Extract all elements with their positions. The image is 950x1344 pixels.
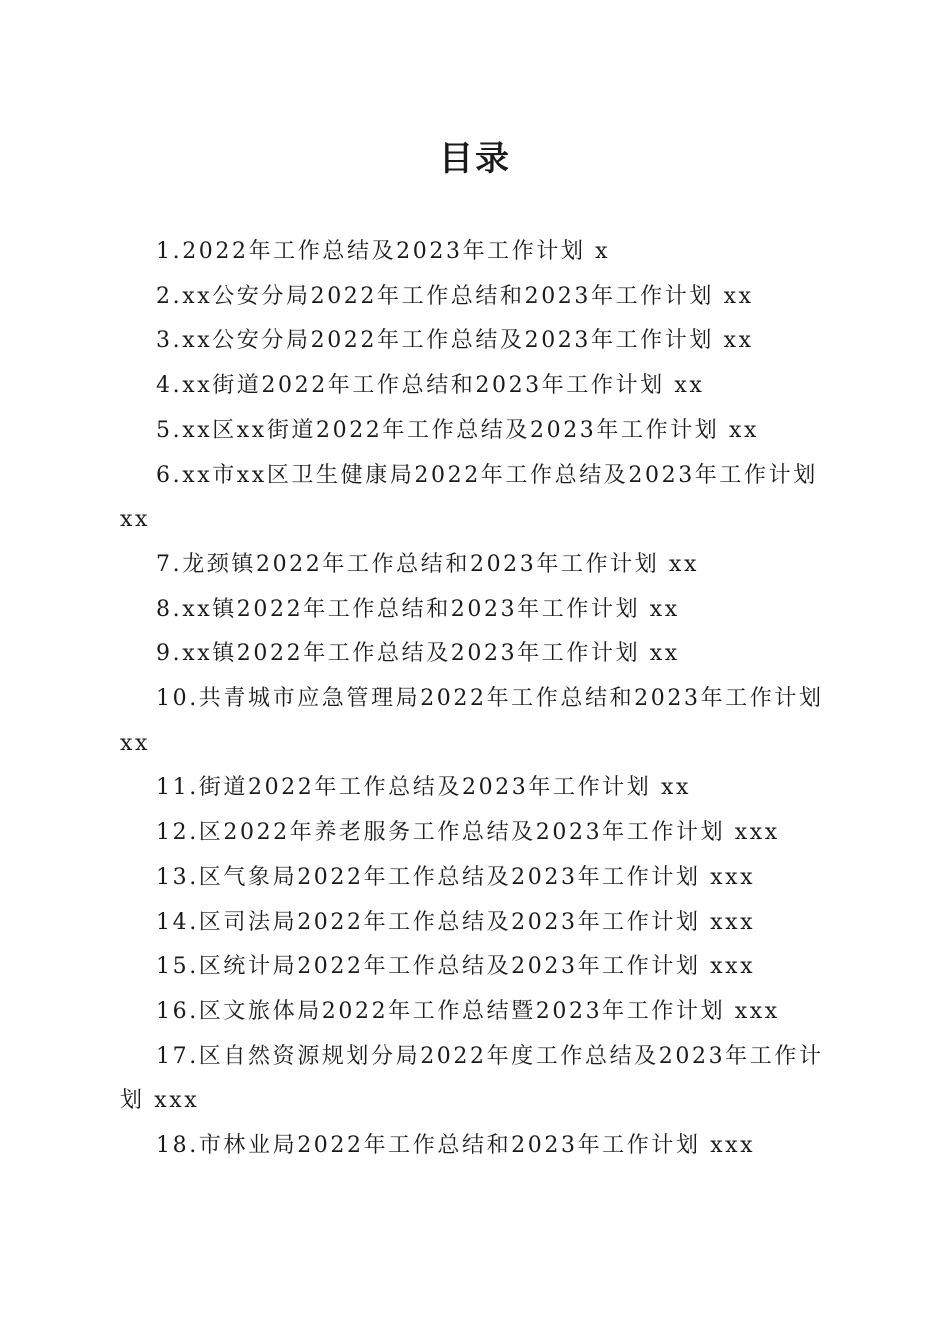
toc-item-15[interactable]: 15.区统计局2022年工作总结及2023年工作计划 xxx [156, 954, 756, 980]
toc-item-3[interactable]: 3.xx公安分局2022年工作总结及2023年工作计划 xx [156, 328, 754, 354]
toc-item-16[interactable]: 16.区文旅体局2022年工作总结暨2023年工作计划 xxx [156, 998, 780, 1024]
toc-item-2[interactable]: 2.xx公安分局2022年工作总结和2023年工作计划 xx [156, 283, 754, 309]
toc-item-11[interactable]: 11.街道2022年工作总结及2023年工作计划 xx [156, 775, 691, 801]
table-of-contents [120, 230, 824, 1169]
toc-item-14[interactable]: 14.区司法局2022年工作总结及2023年工作计划 xxx [156, 909, 756, 935]
toc-item-4[interactable]: 4.xx街道2022年工作总结和2023年工作计划 xx [156, 373, 705, 399]
page-title: 目录 [439, 139, 511, 179]
toc-item-18[interactable]: 18.市林业局2022年工作总结和2023年工作计划 xxx [156, 1133, 756, 1159]
toc-item-12[interactable]: 12.区2022年养老服务工作总结及2023年工作计划 xxx [156, 820, 780, 846]
toc-item-5[interactable]: 5.xx区xx街道2022年工作总结及2023年工作计划 xx [156, 417, 760, 443]
toc-item-10[interactable]: 10.共青城市应急管理局2022年工作总结和2023年工作计划 xx [120, 686, 824, 756]
toc-item-17[interactable]: 17.区自然资源规划分局2022年度工作总结及2023年工作计划 xxx [120, 1043, 824, 1114]
toc-item-13[interactable]: 13.区气象局2022年工作总结及2023年工作计划 xxx [156, 864, 756, 890]
toc-item-6[interactable]: 6.xx市xx区卫生健康局2022年工作总结及2023年工作计划 xx [120, 462, 818, 533]
toc-item-9[interactable]: 9.xx镇2022年工作总结及2023年工作计划 xx [156, 641, 680, 667]
toc-item-8[interactable]: 8.xx镇2022年工作总结和2023年工作计划 xx [156, 596, 680, 622]
toc-item-1[interactable]: 1.2022年工作总结及2023年工作计划 x [156, 239, 611, 264]
toc-item-7[interactable]: 7.龙颈镇2022年工作总结和2023年工作计划 xx [156, 551, 699, 577]
